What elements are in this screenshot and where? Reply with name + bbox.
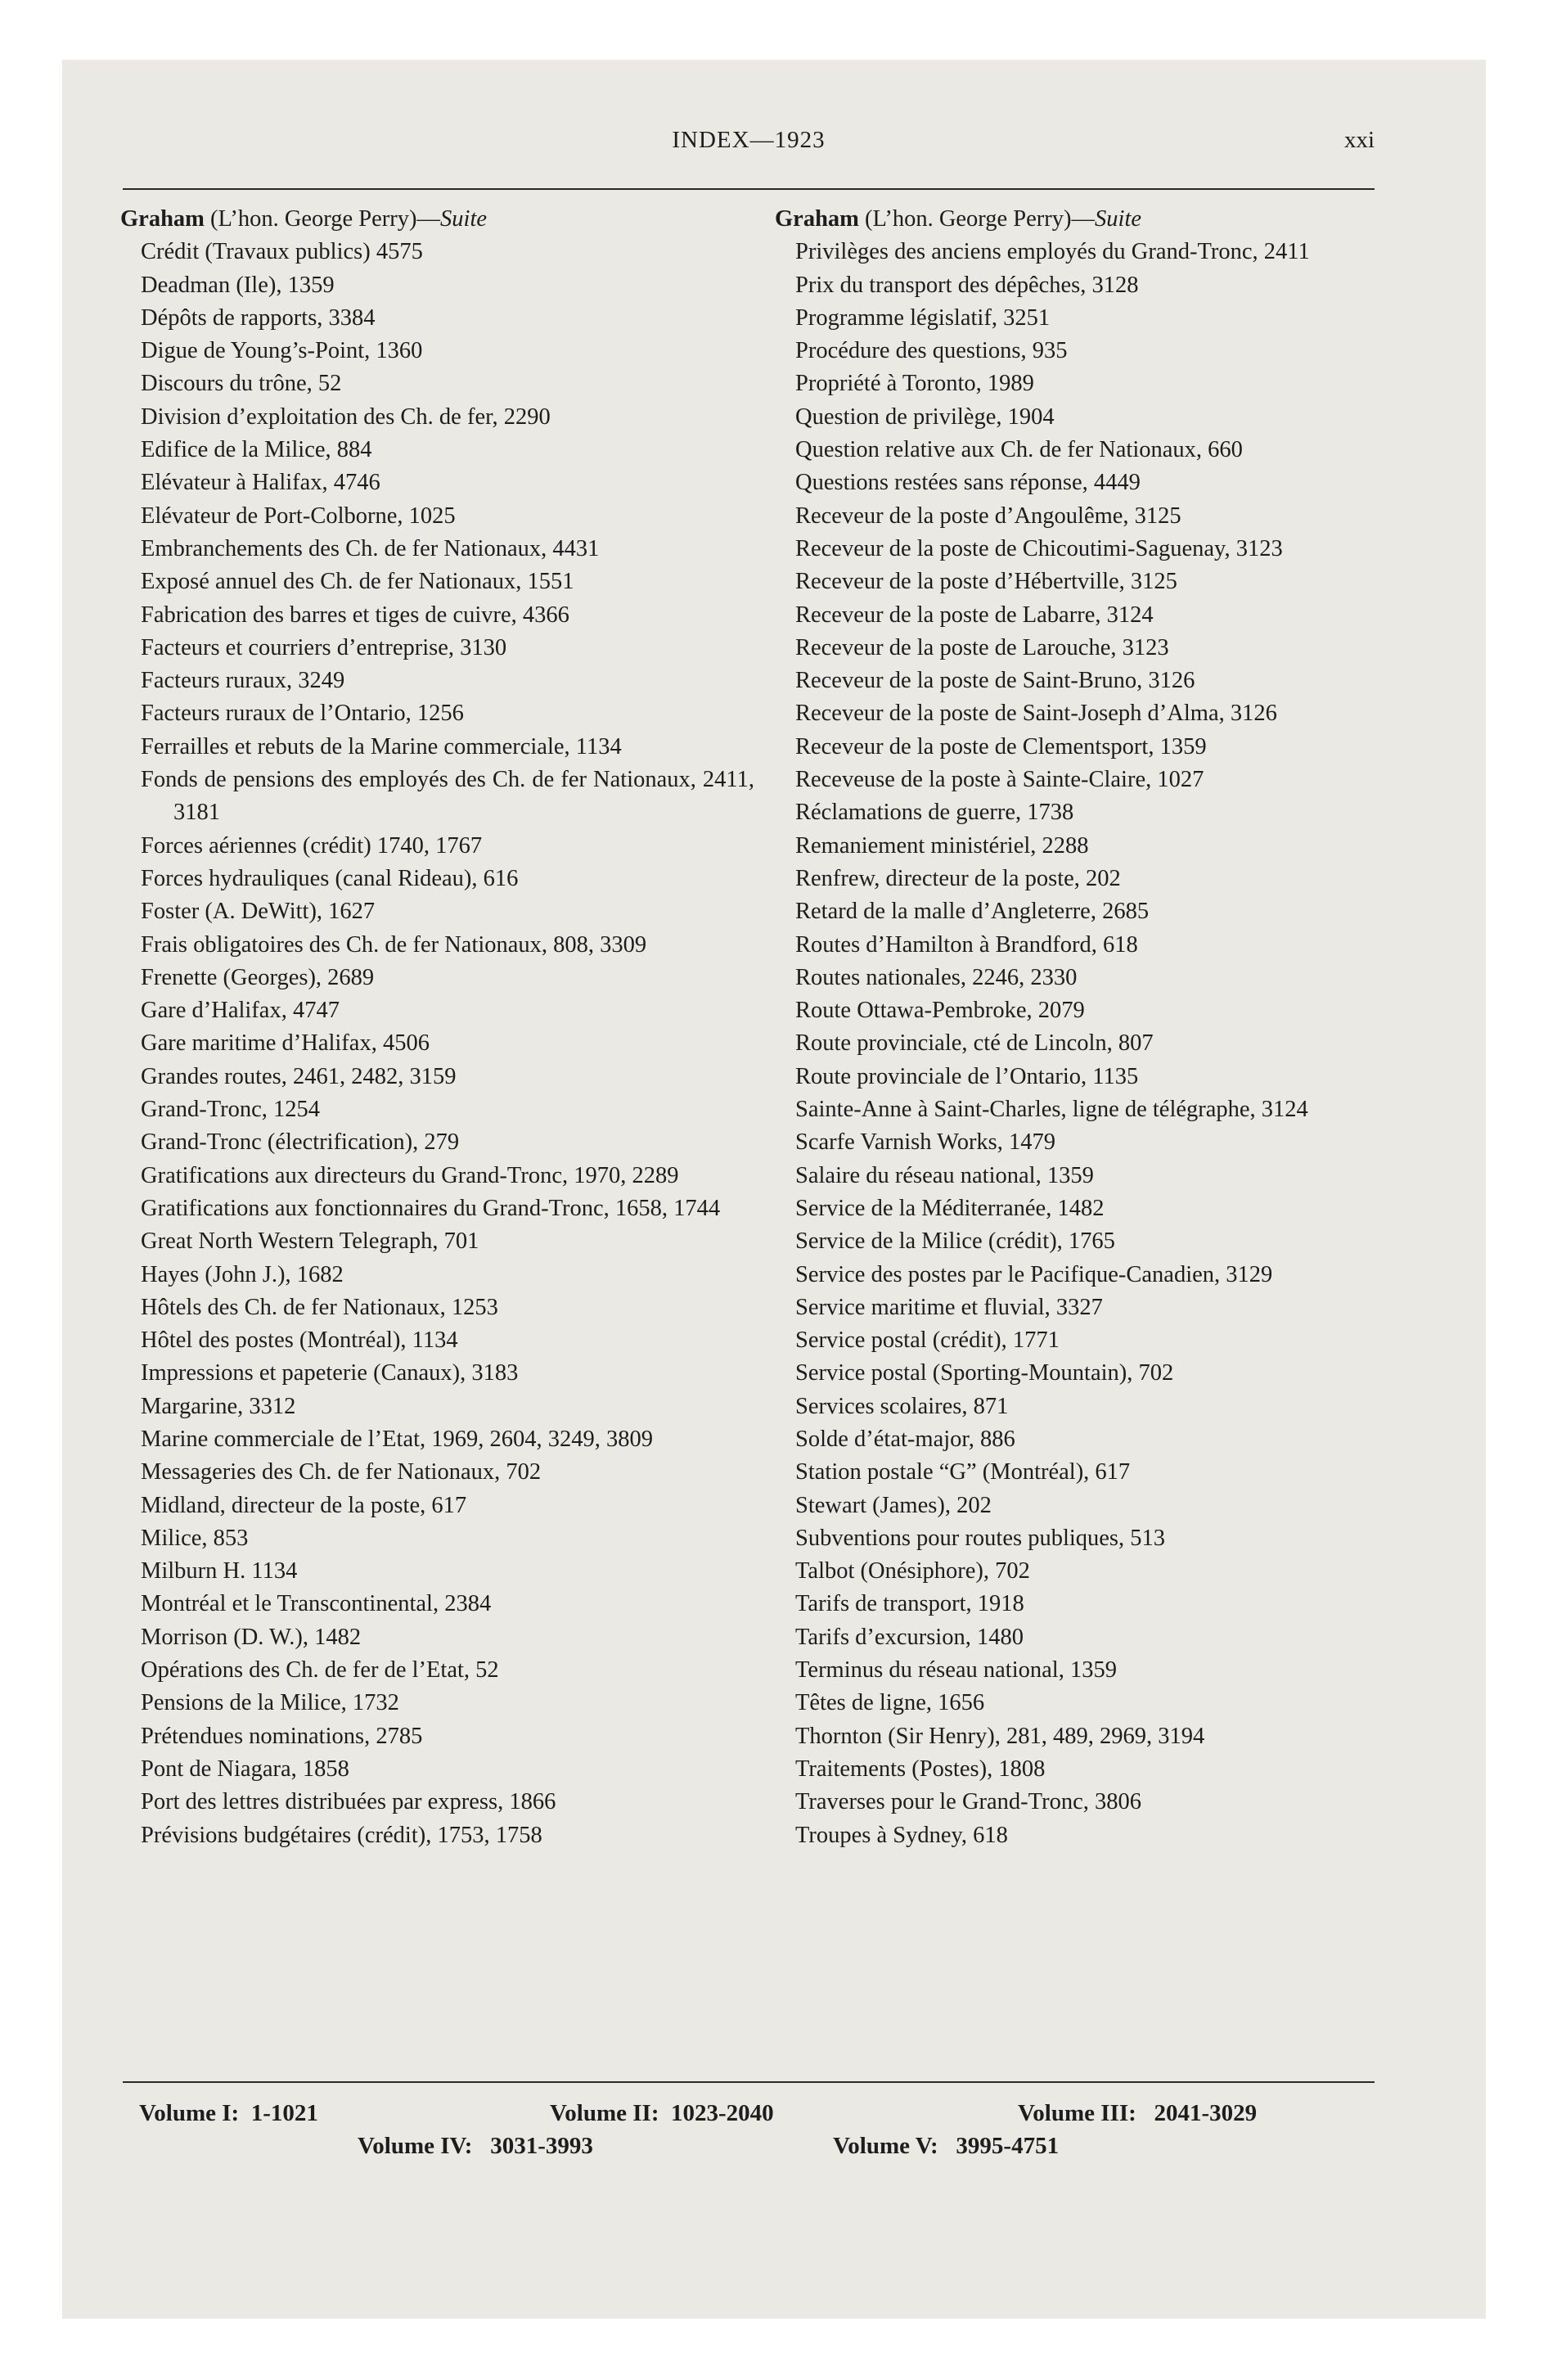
volume-range: 1023-2040 xyxy=(670,2100,774,2126)
index-entry: Fabrication des barres et tiges de cuivre, 4366 xyxy=(141,602,569,628)
page-number: xxi xyxy=(1343,127,1375,153)
index-entry: Service postal (Sporting-Mountain), 702 xyxy=(795,1360,1174,1386)
heading-suite: Suite xyxy=(1095,206,1142,232)
heading-name: Graham xyxy=(120,206,205,232)
index-entry: Service des postes par le Pacifique-Canadien, 3129 xyxy=(795,1261,1273,1287)
index-entry: Edifice de la Milice, 884 xyxy=(141,437,372,463)
page-header xyxy=(123,127,1375,163)
index-entry: Routes nationales, 2246, 2330 xyxy=(795,964,1078,990)
index-entry: Grand-Tronc, 1254 xyxy=(141,1097,321,1123)
index-heading xyxy=(775,203,1409,236)
index-entry: Service postal (crédit), 1771 xyxy=(795,1327,1060,1354)
index-entry: Stewart (James), 202 xyxy=(795,1492,992,1518)
index-entries-right xyxy=(795,236,1409,1852)
index-entry: Deadman (Ile), 1359 xyxy=(141,272,335,298)
header-rule xyxy=(123,188,1375,190)
index-entry: Gare d’Halifax, 4747 xyxy=(141,998,340,1024)
index-entry: Thornton (Sir Henry), 281, 489, 2969, 3194 xyxy=(795,1723,1205,1749)
index-entry: Routes d’Hamilton à Brandford, 618 xyxy=(795,931,1138,958)
index-entry: Receveur de la poste de Saint-Joseph d’Alma, 3126 xyxy=(795,701,1277,727)
index-entry: Tarifs de transport, 1918 xyxy=(795,1591,1024,1617)
index-entry: Ferrailles et rebuts de la Marine commerciale, 1134 xyxy=(141,733,622,760)
index-entry: Facteurs et courriers d’entreprise, 3130 xyxy=(141,634,507,660)
index-entry: Remaniement ministériel, 2288 xyxy=(795,832,1089,859)
index-entry: Receveur de la poste d’Angoulême, 3125 xyxy=(795,503,1181,529)
index-entry: Route Ottawa-Pembroke, 2079 xyxy=(795,998,1085,1024)
index-entry: Receveur de la poste de Labarre, 3124 xyxy=(795,602,1154,628)
index-entry: Frais obligatoires des Ch. de fer Nationaux, 808, 3309 xyxy=(141,931,647,958)
index-entry: Sainte-Anne à Saint-Charles, ligne de télégraphe, 3124 xyxy=(795,1097,1308,1123)
index-entry: Forces aériennes (crédit) 1740, 1767 xyxy=(141,832,483,859)
volume-label: Volume I: xyxy=(139,2100,240,2126)
volume-1 xyxy=(139,2100,318,2127)
index-entry: Gratifications aux fonctionnaires du Grand-Tronc, 1658, 1744 xyxy=(141,1195,721,1221)
index-entry: Réclamations de guerre, 1738 xyxy=(795,800,1074,826)
index-entry: Opérations des Ch. de fer de l’Etat, 52 xyxy=(141,1657,499,1684)
index-entry: Question de privilège, 1904 xyxy=(795,403,1055,430)
index-entry: Scarfe Varnish Works, 1479 xyxy=(795,1129,1056,1156)
index-entry: Prix du transport des dépêches, 3128 xyxy=(795,272,1139,298)
index-entry: Renfrew, directeur de la poste, 202 xyxy=(795,865,1121,891)
index-entry: Service maritime et fluvial, 3327 xyxy=(795,1294,1103,1320)
index-entry: Gare maritime d’Halifax, 4506 xyxy=(141,1030,430,1057)
volume-5 xyxy=(833,2133,1059,2160)
index-entry: Facteurs ruraux de l’Ontario, 1256 xyxy=(141,701,464,727)
volume-range: 1-1021 xyxy=(250,2100,318,2126)
index-entry: Grandes routes, 2461, 2482, 3159 xyxy=(141,1063,457,1089)
index-entry: Facteurs ruraux, 3249 xyxy=(141,668,345,694)
volume-3 xyxy=(1018,2100,1257,2127)
index-entry: Port des lettres distribuées par express, 1866 xyxy=(141,1789,556,1815)
index-entry: Questions restées sans réponse, 4449 xyxy=(795,470,1141,496)
index-entry: Receveur de la poste de Chicoutimi-Saguenay, 3123 xyxy=(795,535,1283,561)
index-entry: Retard de la malle d’Angleterre, 2685 xyxy=(795,899,1150,925)
index-entry: Dépôts de rapports, 3384 xyxy=(141,304,376,331)
index-entry: Subventions pour routes publiques, 513 xyxy=(795,1525,1166,1551)
index-entry: Fonds de pensions des employés des Ch. de fer Nationaux, 2411, 3181 xyxy=(141,767,754,826)
index-entry: Troupes à Sydney, 618 xyxy=(795,1822,1008,1848)
index-entry: Gratifications aux directeurs du Grand-Tronc, 1970, 2289 xyxy=(141,1162,679,1188)
index-entry: Service de la Méditerranée, 1482 xyxy=(795,1195,1105,1221)
index-entry: Solde d’état-major, 886 xyxy=(795,1426,1015,1452)
index-entry: Receveur de la poste de Saint-Bruno, 3126 xyxy=(795,668,1195,694)
footer-rule xyxy=(123,2081,1375,2083)
index-entry: Receveur de la poste de Larouche, 3123 xyxy=(795,634,1169,660)
heading-rest: (L’hon. George Perry)— xyxy=(858,206,1096,232)
index-entry: Exposé annuel des Ch. de fer Nationaux, 1551 xyxy=(141,569,574,595)
index-column-left xyxy=(120,203,754,1852)
index-entry: Montréal et le Transcontinental, 2384 xyxy=(141,1591,492,1617)
index-entry: Têtes de ligne, 1656 xyxy=(795,1690,985,1716)
index-entry: Milburn H. 1134 xyxy=(141,1558,298,1584)
index-entry: Prévisions budgétaires (crédit), 1753, 1758 xyxy=(141,1822,542,1848)
volume-label: Volume II: xyxy=(550,2100,659,2126)
volume-label: Volume IV: xyxy=(358,2133,473,2159)
index-entry: Tarifs d’excursion, 1480 xyxy=(795,1624,1024,1650)
volume-2 xyxy=(550,2100,774,2127)
index-entry: Traverses pour le Grand-Tronc, 3806 xyxy=(795,1789,1141,1815)
heading-suite: Suite xyxy=(440,206,488,232)
index-entry: Terminus du réseau national, 1359 xyxy=(795,1657,1117,1684)
volume-label: Volume V: xyxy=(833,2133,938,2159)
volume-label: Volume III: xyxy=(1018,2100,1136,2126)
index-entry: Morrison (D. W.), 1482 xyxy=(141,1624,362,1650)
index-entry: Pensions de la Milice, 1732 xyxy=(141,1690,399,1716)
index-entry: Privilèges des anciens employés du Grand-Tronc, 2411 xyxy=(795,239,1310,265)
index-entry: Receveuse de la poste à Sainte-Claire, 1027 xyxy=(795,767,1204,793)
heading-rest: (L’hon. George Perry)— xyxy=(204,206,441,232)
index-entry: Elévateur de Port-Colborne, 1025 xyxy=(141,503,456,529)
index-entry: Margarine, 3312 xyxy=(141,1393,296,1419)
index-entry: Talbot (Onésiphore), 702 xyxy=(795,1558,1030,1584)
index-entry: Prétendues nominations, 2785 xyxy=(141,1723,423,1749)
index-entry: Foster (A. DeWitt), 1627 xyxy=(141,899,376,925)
index-entry: Programme législatif, 3251 xyxy=(795,304,1051,331)
index-entry: Forces hydrauliques (canal Rideau), 616 xyxy=(141,865,519,891)
volume-4 xyxy=(358,2133,593,2160)
index-entry: Pont de Niagara, 1858 xyxy=(141,1756,349,1782)
index-entry: Great North Western Telegraph, 701 xyxy=(141,1228,479,1255)
index-entry: Elévateur à Halifax, 4746 xyxy=(141,470,380,496)
index-entry: Milice, 853 xyxy=(141,1525,249,1551)
index-entry: Hôtel des postes (Montréal), 1134 xyxy=(141,1327,458,1354)
index-entry: Division d’exploitation des Ch. de fer, 2290 xyxy=(141,403,551,430)
index-column-right xyxy=(775,203,1409,1852)
index-entry: Marine commerciale de l’Etat, 1969, 2604, 3249, 3809 xyxy=(141,1426,654,1452)
index-entry: Question relative aux Ch. de fer Nationaux, 660 xyxy=(795,437,1243,463)
index-entry: Services scolaires, 871 xyxy=(795,1393,1009,1419)
index-entry: Hayes (John J.), 1682 xyxy=(141,1261,344,1287)
heading-name: Graham xyxy=(775,206,859,232)
index-entry: Salaire du réseau national, 1359 xyxy=(795,1162,1094,1188)
index-entries-left xyxy=(141,236,754,1852)
index-entry: Service de la Milice (crédit), 1765 xyxy=(795,1228,1115,1255)
index-entry: Digue de Young’s-Point, 1360 xyxy=(141,338,423,364)
index-entry: Embranchements des Ch. de fer Nationaux, 4431 xyxy=(141,535,600,561)
page-title: INDEX—1923 xyxy=(672,127,826,153)
index-entry: Messageries des Ch. de fer Nationaux, 702 xyxy=(141,1459,542,1485)
index-entry: Frenette (Georges), 2689 xyxy=(141,964,375,990)
index-entry: Grand-Tronc (électrification), 279 xyxy=(141,1129,460,1156)
index-entry: Propriété à Toronto, 1989 xyxy=(795,371,1034,397)
index-entry: Hôtels des Ch. de fer Nationaux, 1253 xyxy=(141,1294,498,1320)
index-entry: Impressions et papeterie (Canaux), 3183 xyxy=(141,1360,519,1386)
volume-range: 3031-3993 xyxy=(490,2133,593,2159)
volume-range: 2041-3029 xyxy=(1154,2100,1258,2126)
index-entry: Route provinciale de l’Ontario, 1135 xyxy=(795,1063,1139,1089)
index-entry: Route provinciale, cté de Lincoln, 807 xyxy=(795,1030,1154,1057)
index-heading xyxy=(120,203,754,236)
index-entry: Crédit (Travaux publics) 4575 xyxy=(141,239,423,265)
index-entry: Traitements (Postes), 1808 xyxy=(795,1756,1046,1782)
index-entry: Receveur de la poste d’Hébertville, 3125 xyxy=(795,569,1177,595)
index-entry: Discours du trône, 52 xyxy=(141,371,342,397)
volume-range: 3995-4751 xyxy=(956,2133,1060,2159)
index-entry: Station postale “G” (Montréal), 617 xyxy=(795,1459,1131,1485)
index-entry: Procédure des questions, 935 xyxy=(795,338,1068,364)
index-entry: Receveur de la poste de Clementsport, 1359 xyxy=(795,733,1207,760)
index-entry: Midland, directeur de la poste, 617 xyxy=(141,1492,467,1518)
